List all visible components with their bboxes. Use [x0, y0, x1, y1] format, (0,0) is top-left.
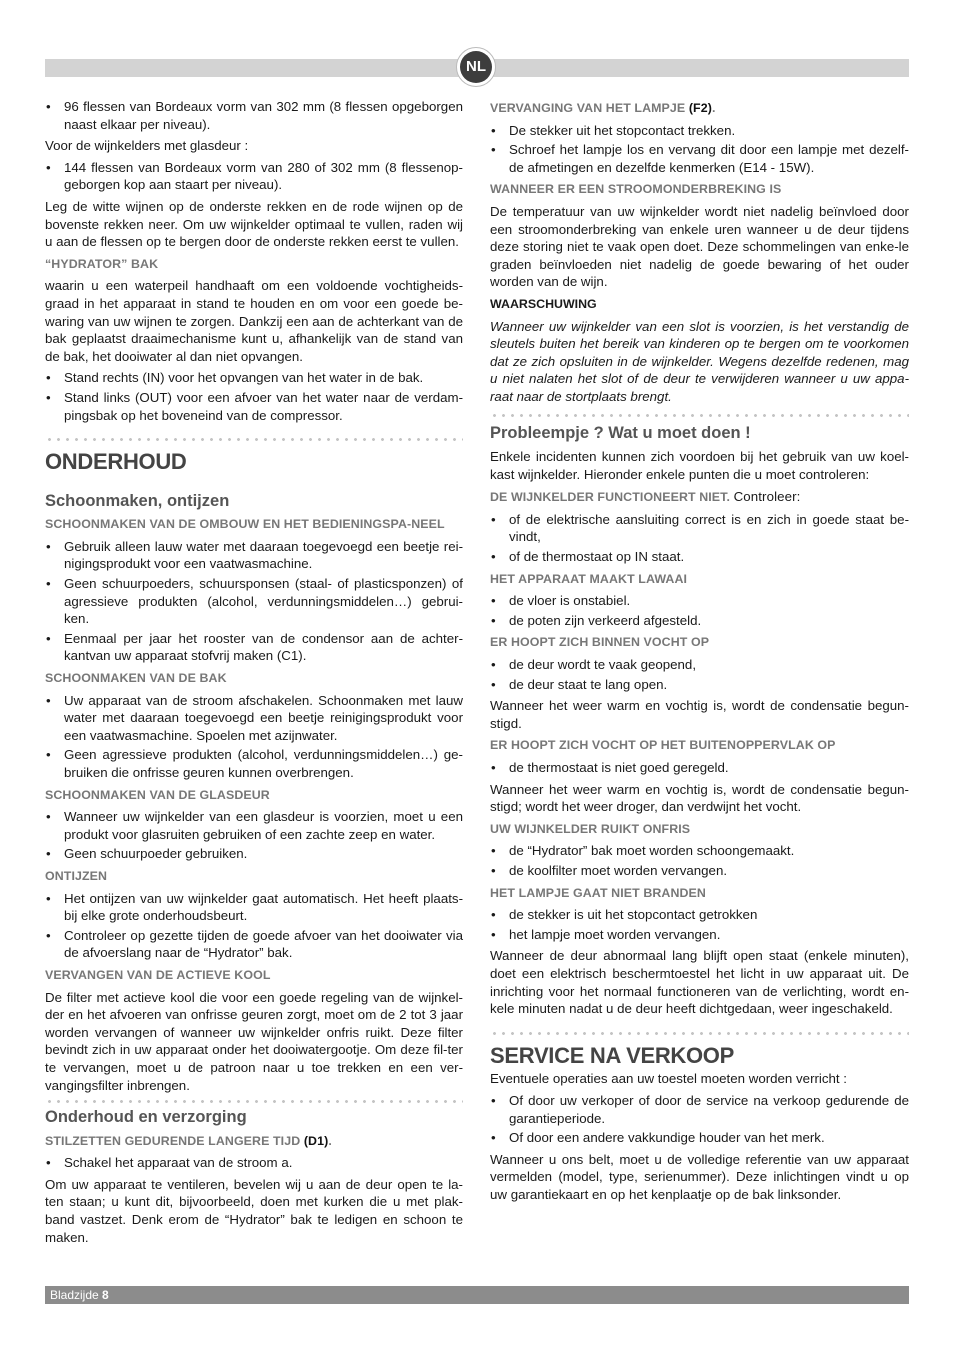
section-caption: ONTIJZEN [45, 868, 108, 883]
section-caption: SCHOONMAKEN VAN DE GLASDEUR [45, 787, 270, 802]
section-caption: SCHOONMAKEN VAN DE OMBOUW EN HET BEDIENINGSPA-NEEL [45, 517, 445, 532]
section-caption: ER HOOPT ZICH VOCHT OP HET BUITENOPPERVLAK OP [490, 738, 836, 753]
section-caption: VERVANGING VAN HET LAMPJE (F2). [490, 101, 716, 115]
page-number: 8 [102, 1288, 109, 1302]
list-item: • 144 flessen van Bordeaux vorm van 280 of 302 mm (8 flessenop-geborgen kop aan staart per niveau). [45, 159, 463, 194]
paragraph: Enkele incidenten kunnen zich voordoen bij het gebruik van uw koel-kast wijnkelder. Hieronder enkele punten die u moet controleren: [490, 449, 909, 482]
footer-label: Bladzijde [50, 1288, 99, 1302]
section-caption: UW WIJNKELDER RUIKT ONFRIS [490, 821, 691, 836]
bullet-list [490, 656, 909, 693]
list-item: • de deur wordt te vaak geopend, [490, 656, 909, 674]
list-item: • Geen schuurpoeder gebruiken. [45, 845, 463, 863]
bullet-list [490, 906, 909, 943]
language-badge-label: NL [460, 51, 492, 83]
bullet-list [45, 159, 463, 194]
bullet-list [45, 538, 463, 665]
warning-paragraph: Wanneer uw wijnkelder van een slot is voorzien, is het verstandig de sleutels buiten het bereik van kinderen op te bergen om te voorkomen dat ze zich opsluiten in de wijnkelder. Wegens dezelfde redenen, mag u niet nalaten het slot of de deur te verwijderen wanneer u uw appa-raat naar de stortplaats brengt. [490, 318, 909, 404]
bullet-list [490, 511, 909, 566]
paragraph: waarin u een waterpeil handhaaft om een voldoende vochtigheids-graad in het apparaat in stand te houden en om voor een goede be-waring van uw wijnen te zorgen. Dankzij een aan de achterkant van de bak geplaatst draaimechanisme kunt u, afhankelijk van de stand van de bak, het dooiwater al dan niet opvangen. [45, 278, 463, 364]
dotted-divider [45, 1100, 463, 1103]
list-item: • of de thermostaat op IN staat. [490, 548, 909, 566]
subsection-heading: Onderhoud en verzorging [45, 1108, 247, 1127]
bullet-list [490, 842, 909, 879]
list-item: • Geen agressieve produkten (alcohol, verdunningsmiddelen…) ge-bruiken die onfrisse geuren kunnen overbrengen. [45, 746, 463, 781]
bullet-list [45, 890, 463, 962]
caption-text: STILZETTEN GEDURENDE LANGERE TIJD [45, 1133, 301, 1148]
left-column [45, 98, 463, 1250]
paragraph: Wanneer het weer warm en vochtig is, wordt de condensatie begun-stigd; wordt het weer droger, dan verdwijnt het vocht. [490, 781, 909, 815]
list-item: • Eenmaal per jaar het rooster van de condensor aan de achter-kantvan uw apparaat stofvrij maken (C1). [45, 630, 463, 665]
warning-heading: WAARSCHUWING [490, 296, 597, 311]
bullet-list [490, 759, 909, 777]
list-item: • de poten zijn verkeerd afgesteld. [490, 612, 909, 630]
paragraph: De filter met actieve kool die voor een goede regeling van de wijnkel-der en het afvoeren van onfrisse geuren zorgt, moet om de 2 tot 3 jaar worden vervangen of wanneer uw wijnkelder onfris ruikt. Deze filter bevindt zich in uw apparaat onder het dooiwatergootje. Om deze fil-ter te vervangen, moet u de patroon naar u toe trekken en een ver-vangingsfilter inbrengen. [45, 989, 463, 1093]
section-caption: SCHOONMAKEN VAN DE BAK [45, 671, 227, 686]
list-item: • Stand links (OUT) voor een afvoer van het water naar de verdam-pingsbak op het boveneind van de compressor. [45, 389, 463, 424]
paragraph: Om uw apparaat te ventileren, bevelen wij u aan de deur open te la-ten staan; u kunt dit, bijvoorbeeld, doen met kurken die u met plak-band vastzet. Denk erom de “Hydrator” bak te ledigen en schoon te maken. [45, 1176, 463, 1245]
section-caption: “HYDRATOR” BAK [45, 256, 159, 271]
figure-ref: (D1) [303, 1133, 329, 1148]
paragraph: Eventuele operaties aan uw toestel moeten worden verricht : [490, 1071, 848, 1087]
bullet-list [45, 1154, 463, 1172]
dotted-divider [490, 1032, 909, 1035]
list-item: • de thermostaat is niet goed geregeld. [490, 759, 909, 777]
section-caption: ER HOOPT ZICH BINNEN VOCHT OP [490, 635, 710, 650]
list-item: • Of door uw verkoper of door de service na verkoop gedurende de garantieperiode. [490, 1092, 909, 1127]
dotted-divider [490, 414, 909, 417]
list-item: • de stekker is uit het stopcontact getrokken [490, 906, 909, 924]
list-item: • Stand rechts (IN) voor het opvangen van het water in de bak. [45, 369, 463, 387]
bullet-list [45, 369, 463, 424]
list-item: • 96 flessen van Bordeaux vorm van 302 mm (8 flessen opgeborgen naast elkaar per niveau). [45, 98, 463, 133]
list-item: • Wanneer uw wijnkelder van een glasdeur is voorzien, moet u een produkt voor glasruiten gebruiken of een zachte zeep en water. [45, 808, 463, 843]
bullet-list [45, 808, 463, 863]
language-badge [456, 47, 496, 87]
list-item: • Schroef het lampje los en vervang dit door een lampje met dezelf-de afmetingen en dezelfde kenmerken (E14 - 15W). [490, 141, 909, 176]
subsection-heading: Probleempje ? Wat u moet doen ! [490, 423, 751, 442]
list-item: • Het ontijzen van uw wijnkelder gaat automatisch. Het heeft plaats-bij elke grote onderhoudsbeurt. [45, 890, 463, 925]
paragraph: Voor de wijnkelders met glasdeur : [45, 138, 249, 154]
caption-text: DE WIJNKELDER FUNCTIONEERT NIET. [490, 490, 731, 505]
paragraph: De temperatuur van uw wijnkelder wordt niet nadelig beïnvloed door een stroomonderbreking van enkele uren wanneer u de deur tijdens deze storing niet te vaak open doet. Deze schommelingen van enke-le graden beïnvloeden niet nadelig de goede bewaring of het ouder worden van de wijn. [490, 203, 909, 290]
bullet-list [490, 592, 909, 629]
list-item: • het lampje moet worden vervangen. [490, 926, 909, 944]
section-caption: HET LAMPJE GAAT NIET BRANDEN [490, 885, 706, 900]
section-heading: ONDERHOUD [45, 449, 187, 475]
list-item: • of de elektrische aansluiting correct is en zich in goede staat be-vindt, [490, 511, 909, 546]
list-item: • Geen schuurpoeders, schuursponsen (staal- of plasticsponzen) of agressieve produkten (alcohol, verdunningsmiddelen…) gebrui-ken. [45, 575, 463, 628]
list-item: • De stekker uit het stopcontact trekken. [490, 122, 909, 140]
bullet-list [490, 122, 909, 177]
list-item: • Schakel het apparaat van de stroom a. [45, 1154, 463, 1172]
list-item: • Gebruik alleen lauw water met daaraan toegevoegd een beetje rei-nigingsprodukt voor een vaatwasmachine. [45, 538, 463, 573]
paragraph: Wanneer u ons belt, moet u de volledige referentie van uw apparaat vermelden (model, type, serienummer). Deze inlichtingen vindt u op uw garantiekaart en op het kenplaatje op de bak linksonder. [490, 1151, 909, 1202]
section-caption [490, 488, 909, 507]
figure-ref: (F2) [688, 101, 712, 115]
list-item: • Uw apparaat van de stroom afschakelen. Schoonmaken met lauw water met daaraan toegevoegd een beetje reinigingsprodukt voor een vaatwasmachine. Spoelen met azijnwater. [45, 692, 463, 745]
section-caption: WANNEER ER EEN STROOMONDERBREKING IS [490, 182, 782, 197]
list-item: • Of door een andere vakkundige houder van het merk. [490, 1129, 909, 1147]
caption-tail: Controleer: [733, 489, 801, 505]
paragraph: Wanneer de deur abnormaal lang blijft open staat (enkele minuten), doet een elektrisch beschermtoestel het licht in uw apparaat uit. De inrichting voor het normaal functioneren van de verlichting, wordt en-kele minuten nadat u de deur heeft dichtgedaan, weer ingeschakeld. [490, 948, 909, 1017]
caption-text: VERVANGING VAN HET LAMPJE [490, 101, 686, 115]
footer-bar [45, 1286, 909, 1304]
right-column [490, 98, 909, 1207]
section-heading: SERVICE NA VERKOOP [490, 1042, 734, 1068]
list-item: • de koolfilter moet worden vervangen. [490, 862, 909, 880]
section-caption: VERVANGEN VAN DE ACTIEVE KOOL [45, 967, 271, 982]
list-item: • Controleer op gezette tijden de goede afvoer van het dooiwater via de afvoerslang naar de “Hydrator” bak. [45, 927, 463, 962]
bullet-list [45, 692, 463, 782]
paragraph: Wanneer het weer warm en vochtig is, wordt de condensatie begun-stigd. [490, 698, 909, 731]
paragraph: Leg de witte wijnen op de onderste rekken en de rode wijnen op de bovenste rekken neer. Om uw wijnkelder optimaal te vullen, raden wij u aan de flessen op te bergen door de onderste rekken eerst te vullen. [45, 198, 463, 250]
bullet-list [45, 98, 463, 133]
section-caption: HET APPARAAT MAAKT LAWAAI [490, 571, 688, 586]
bullet-list [490, 1092, 909, 1147]
list-item: • de vloer is onstabiel. [490, 592, 909, 610]
dotted-divider [45, 438, 463, 441]
list-item: • de “Hydrator” bak moet worden schoongemaakt. [490, 842, 909, 860]
section-caption: STILZETTEN GEDURENDE LANGERE TIJD (D1). [45, 1133, 332, 1148]
subsection-heading: Schoonmaken, ontijzen [45, 491, 230, 510]
list-item: • de deur staat te lang open. [490, 676, 909, 694]
